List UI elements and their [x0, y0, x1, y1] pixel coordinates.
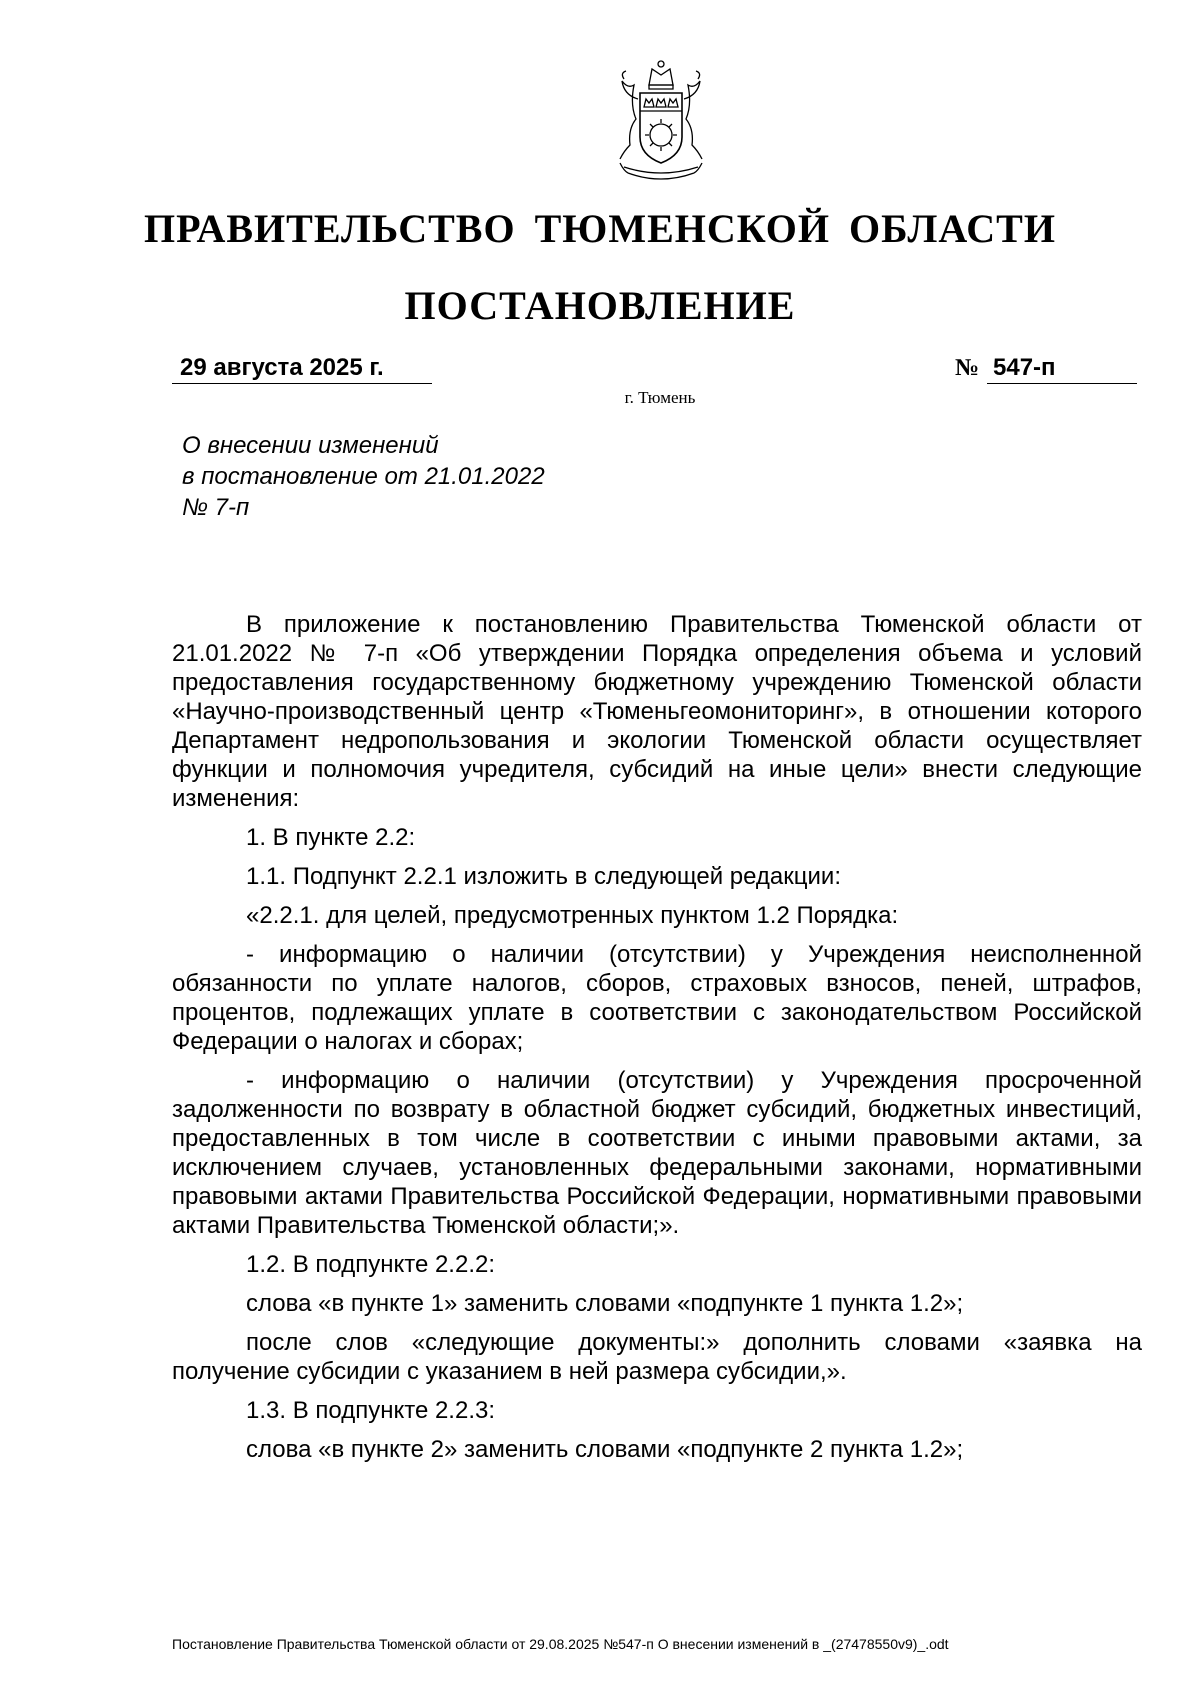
paragraph: 1.1. Подпункт 2.2.1 изложить в следующей редакции:	[246, 863, 842, 890]
paragraph: 1. В пункте 2.2:	[246, 824, 416, 851]
paragraph: 1.2. В подпункте 2.2.2:	[246, 1251, 495, 1278]
paragraph: слова «в пункте 2» заменить словами «подпункте 2 пункта 1.2»;	[246, 1436, 964, 1463]
document-subject	[182, 430, 682, 523]
document-type: ПОСТАНОВЛЕНИЕ	[404, 283, 796, 328]
subject-line: в постановление от 21.01.2022	[182, 463, 545, 490]
document-date: 29 августа 2025 г.	[172, 352, 432, 384]
paragraph: «2.2.1. для целей, предусмотренных пунктом 1.2 Порядка:	[246, 902, 899, 929]
subject-line: № 7-п	[182, 494, 250, 521]
city-name: г. Тюмень	[624, 388, 696, 407]
paragraph: В приложение к постановлению Правительства Тюменской области от 21.01.2022 № 7-п «Об утверждении Порядка определения объема и условий предоставления государственному бюджетному учреждению Тюменской области «Научно-производственный центр «Тюменьгеомониторинг», в отношении которого Департамент недропользования и экологии Тюменской области осуществляет функции и полномочия учредителя, субсидий на иные цели» внести следующие изменения:	[172, 611, 1142, 812]
paragraph: 1.3. В подпункте 2.2.3:	[246, 1397, 495, 1424]
page-footer: Постановление Правительства Тюменской области от 29.08.2025 №547-п О внесении изменений в _(27478550v9)_.odt	[172, 1636, 949, 1652]
document-body	[172, 610, 1142, 1474]
paragraph: - информацию о наличии (отсутствии) у Учреждения просроченной задолженности по возврату в областной бюджет субсидий, бюджетных инвестиций, предоставленных в том числе в соответствии с иными правовыми актами, за исключением случаев, установленных федеральными законами, нормативными правовыми актами Правительства Российской Федерации, нормативными правовыми актами Правительства Тюменской области;».	[172, 1067, 1142, 1239]
number-sign: №	[955, 355, 980, 381]
coat-of-arms-icon	[594, 55, 728, 189]
paragraph: - информацию о наличии (отсутствии) у Учреждения неисполненной обязанности по уплате налогов, сборов, страховых взносов, пеней, штрафов, процентов, подлежащих уплате в соответствии с законодательством Российской Федерации о налогах и сборах;	[172, 941, 1142, 1055]
paragraph: слова «в пункте 1» заменить словами «подпункте 1 пункта 1.2»;	[246, 1290, 964, 1317]
government-title: ПРАВИТЕЛЬСТВО ТЮМЕНСКОЙ ОБЛАСТИ	[144, 206, 1056, 251]
subject-line: О внесении изменений	[182, 432, 439, 459]
paragraph: после слов «следующие документы:» дополнить словами «заявка на получение субсидии с указанием в ней размера субсидии,».	[172, 1329, 1142, 1385]
document-number: 547-п	[987, 352, 1137, 384]
